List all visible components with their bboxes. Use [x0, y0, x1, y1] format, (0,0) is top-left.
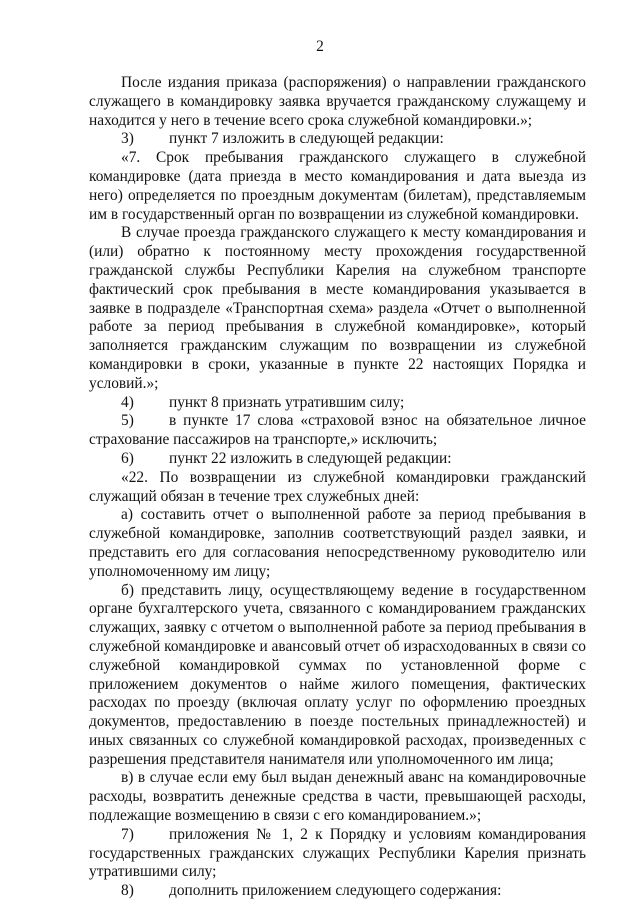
list-item-text: пункт 7 изложить в следующей редакции:: [169, 130, 444, 148]
list-item-number: 3): [121, 130, 134, 148]
paragraph-point-7: «7. Срок пребывания гражданского служащего в служебной командировке (дата приезда в место командирования и дата выезда из него) определяется по проездным документам (билетам), представляемым им в государственный орган по возвращении из служебной командировки.: [89, 149, 586, 223]
paragraph-sub-b: б) представить лицу, осуществляющему ведение в государственном органе бухгалтерского учета, связанного с командированием гражданских служащих, заявку с отчетом о выполненной работе за период пребывания в служебной командировке и авансовый отчет об израсходованных в связи со служебной командировкой суммах по установленной форме с приложением документов о найме жилого помещения, фактических расходах по проезду (включая оплату услуг по оформлению проездных документов, предоставлению в поезде постельных принадлежностей) и иных связанных со служебной командировкой расходах, произведенных с разрешения представителя нанимателя или уполномоченного им лица;: [89, 581, 586, 768]
list-item-number: 5): [121, 412, 134, 430]
list-item-5: [89, 412, 586, 450]
paragraph-sub-a: а) составить отчет о выполненной работе за период пребывания в служебной командировке, заполнив соответствующий раздел заявки, и представить его для согласования непосредственному руководителю или уполномоченному им лицу;: [89, 506, 586, 580]
list-item-text: в пункте 17 слова «страховой взнос на обязательное личное страхование пассажиров на транспорте,» исключить;: [89, 412, 586, 449]
paragraph-point-22: «22. По возвращении из служебной командировки гражданский служащий обязан в течение трех служебных дней:: [89, 468, 586, 505]
list-item-text: приложения № 1, 2 к Порядку и условиям командирования государственных гражданских служащих Республики Карелия признать утратившими силу;: [89, 825, 586, 881]
list-item-number: 6): [121, 449, 134, 467]
page-number: 2: [316, 38, 324, 55]
list-item-6: [89, 450, 586, 469]
list-item-text: дополнить приложением следующего содержания:: [169, 882, 502, 900]
list-item-number: 8): [121, 882, 134, 900]
list-item-8: [89, 882, 586, 901]
list-item-3: [89, 130, 586, 149]
list-item-number: 7): [121, 825, 134, 843]
list-item-number: 4): [121, 393, 134, 411]
list-item-text: пункт 8 признать утратившим силу;: [169, 393, 405, 411]
list-item-text: пункт 22 изложить в следующей редакции:: [169, 449, 452, 467]
list-item-4: [89, 394, 586, 413]
paragraph-sub-v: в) в случае если ему был выдан денежный аванс на командировочные расходы, возвратить денежные средства в части, превышающей расходы, подлежащие возмещению в связи с его командированием.»;: [89, 769, 586, 825]
list-item-7: [89, 826, 586, 882]
paragraph-order-issuance: После издания приказа (распоряжения) о направлении гражданского служащего в командировку заявка вручается гражданскому служащему и находится у него в течение всего срока служебной командировки.»;: [89, 74, 586, 129]
paragraph-official-transport: В случае проезда гражданского служащего к месту командирования и (или) обратно к постоянному месту прохождения государственной гражданской службы Республики Карелия на служебном транспорте фактический срок пребывания в месте командирования указывается в заявке в подразделе «Транспортная схема» раздела «Отчет о выполненной работе за период пребывания в служебной командировке», который заполняется гражданским служащим по возвращении из служебной командировки в сроки, указанные в пункте 22 настоящих Порядка и условий.»;: [89, 224, 586, 392]
document-body: [89, 74, 586, 901]
